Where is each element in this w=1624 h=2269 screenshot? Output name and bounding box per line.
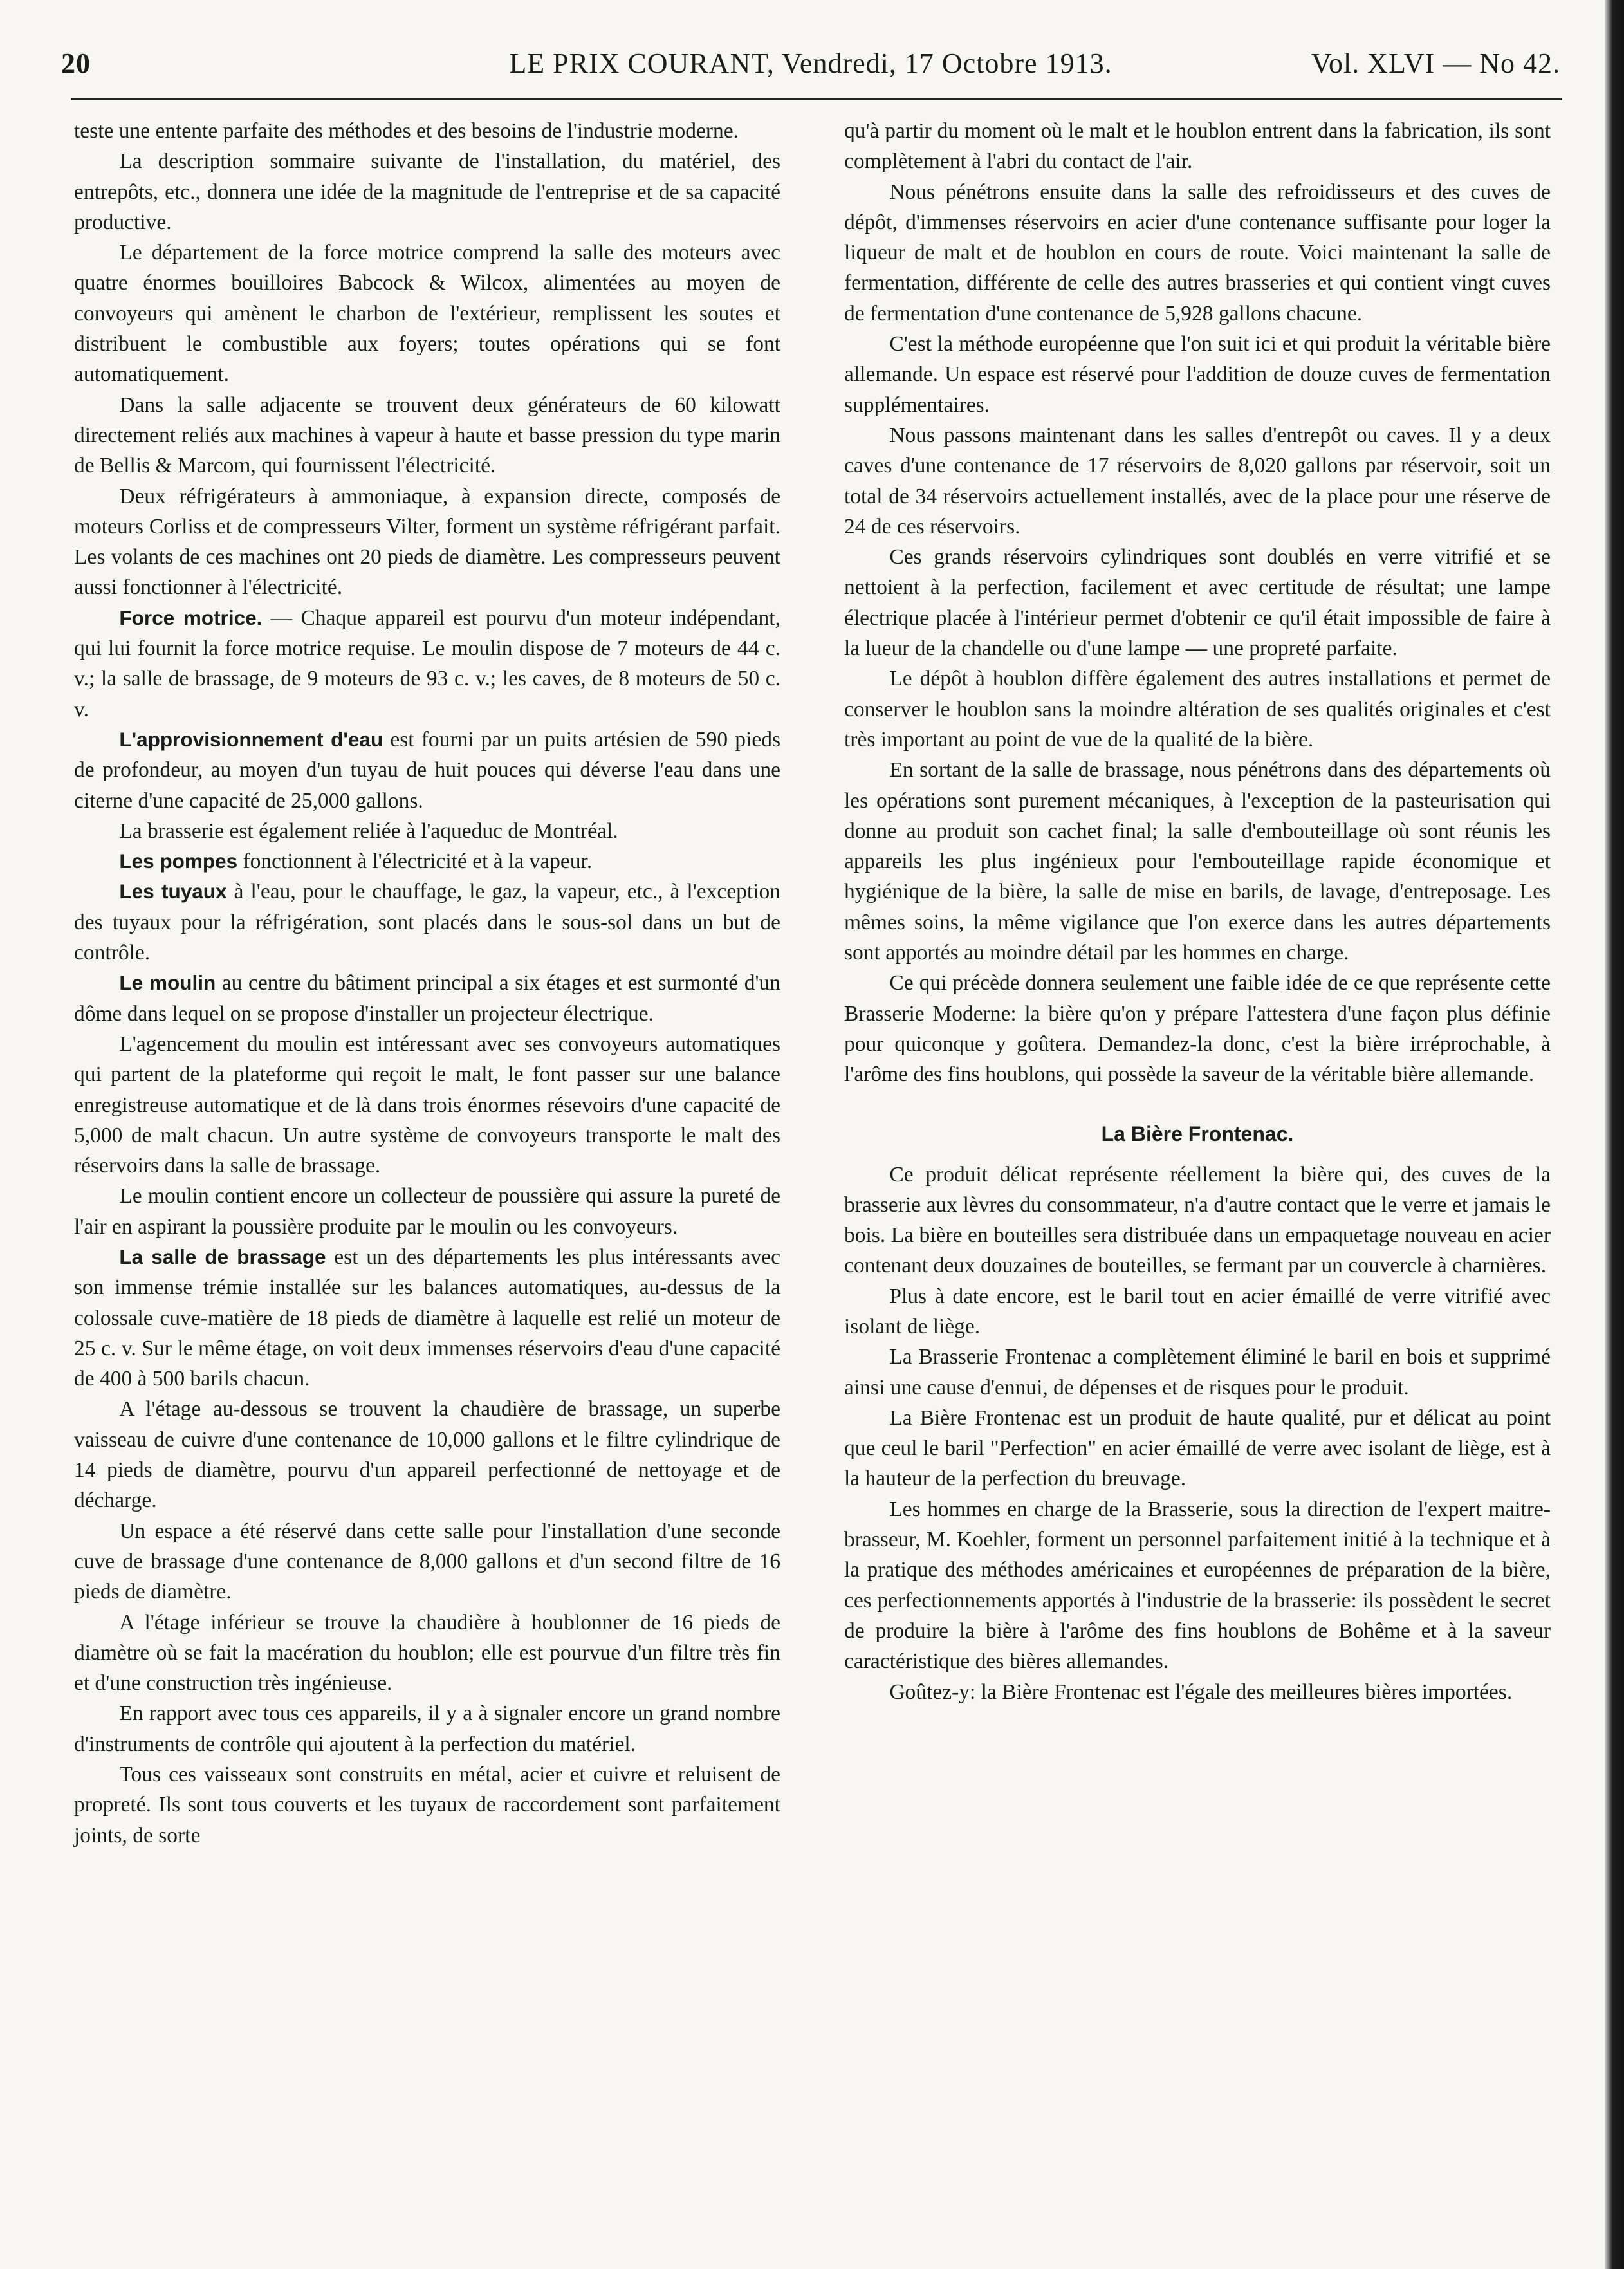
paragraph	[844, 755, 1551, 968]
paragraph	[74, 725, 780, 816]
paragraph	[844, 1281, 1551, 1342]
paragraph	[74, 116, 780, 146]
paragraph-text: fonctionnent à l'électricité et à la vapeur.	[237, 849, 593, 874]
paragraph	[844, 1677, 1551, 1707]
paragraph-text: Le dépôt à houblon diffère également des autres installations et permet de conserver le houblon sans la moindre altération de ses qualités originales et c'est très important au point de vue de la qualité de la bière.	[844, 667, 1551, 752]
paragraph-lead: Force motrice.	[119, 606, 263, 629]
paragraph-text: En rapport avec tous ces appareils, il y a à signaler encore un grand nombre d'instruments de contrôle qui ajoutent à la perfection du matériel.	[74, 1701, 780, 1756]
paragraph-text: Tous ces vaisseaux sont construits en métal, acier et cuivre et reluisent de propreté. Ils sont tous couverts et les tuyaux de raccordement sont parfaitement joints, de sorte	[74, 1763, 780, 1848]
paragraph-text: Nous pénétrons ensuite dans la salle des refroidisseurs et des cuves de dépôt, d'immenses réservoirs en acier d'une contenance suffisante pour loger la liqueur de malt et de houblon en cours de route. Voici maintenant la salle de fermentation, différente de celle des autres brasseries et qui contient vingt cuves de fermentation d'une contenance de 5,928 gallons chacune.	[844, 180, 1551, 326]
paragraph-text: En sortant de la salle de brassage, nous pénétrons dans des départements où les opérations sont purement mécaniques, à l'exception de la pasteurisation qui donne au produit son cachet final; la salle d'embouteillage où sont réunis les appareils les plus ingénieux pour l'embouteillage rapide économique et hygiénique de la bière, la salle de mise en barils, de lavage, d'entreposage. Les mêmes soins, la même vigilance que l'on exerce dans les autres départements sont apportés au moindre détail par les hommes en charge.	[844, 758, 1551, 965]
paragraph-lead: La salle de brassage	[119, 1245, 326, 1268]
paragraph-text: est un des départements les plus intéressants avec son immense trémie installée sur les balances automatiques, au-dessus de la colossale cuve-matière de 18 pieds de diamètre à laquelle est relié un moteur de 25 c. v. Sur le même étage, on voit deux immenses réservoirs d'eau d'une capacité de 400 à 500 barils chacun.	[74, 1245, 781, 1391]
section-heading: La Bière Frontenac.	[1101, 1122, 1294, 1145]
paragraph	[74, 816, 780, 846]
paragraph	[74, 390, 780, 481]
paragraph	[74, 1394, 780, 1515]
paragraph	[74, 1516, 780, 1607]
paragraph	[844, 1403, 1551, 1494]
paragraph	[74, 968, 780, 1029]
paragraph-text: Ces grands réservoirs cylindriques sont doublés en verre vitrifié et se nettoient à la perfection, facilement et avec certitude de résultat; une lampe électrique placée à l'intérieur permet d'obtenir ce qu'il était impossible de faire à la lueur de la chandelle ou d'une lampe — une propreté parfaite.	[844, 545, 1551, 661]
paragraph-text: La brasserie est également reliée à l'aqueduc de Montréal.	[119, 819, 618, 843]
paragraph-text: Le moulin contient encore un collecteur de poussière qui assure la pureté de l'air en aspirant la poussière produite par le moulin ou les convoyeurs.	[74, 1184, 780, 1239]
paragraph-text: Deux réfrigérateurs à ammoniaque, à expansion directe, composés de moteurs Corliss et de compresseurs Vilter, forment un système réfrigérant parfait. Les volants de ces machines ont 20 pieds de diamètre. Les compresseurs peuvent aussi fonctionner à l'électricité.	[74, 484, 780, 600]
paragraph-text: Nous passons maintenant dans les salles d'entrepôt ou caves. Il y a deux caves d'une contenance de 17 réservoirs de 8,020 gallons par réservoir, soit un total de 34 réservoirs actuellement installés, avec de la place pour une réserve de 24 de ces réservoirs.	[844, 423, 1551, 539]
volume-number: Vol. XLVI — No 42.	[1311, 48, 1560, 79]
paragraph-text: — Chaque appareil est pourvu d'un moteur indépendant, qui lui fournit la force motrice requise. Le moulin dispose de 7 moteurs de 44 c. v.; la salle de brassage, de 9 moteurs de 93 c. v.; les caves, de 8 moteurs de 50 c. v.	[74, 606, 780, 721]
paragraph	[74, 1242, 780, 1394]
paragraph	[844, 329, 1551, 420]
paragraph	[844, 1494, 1551, 1677]
paragraph-text: Ce qui précède donnera seulement une faible idée de ce que représente cette Brasserie Moderne: la bière qu'on y prépare l'attestera d'une façon plus définie pour quiconque y goûtera. Demandez-la donc, c'est la bière irréprochable, à l'arôme des fins houblons, qui possède la saveur de la véritable bière allemande.	[844, 971, 1551, 1087]
paragraph-text: teste une entente parfaite des méthodes et des besoins de l'industrie moderne.	[74, 119, 739, 143]
paragraph-lead: Le moulin	[119, 971, 216, 995]
paragraph-text: Dans la salle adjacente se trouvent deux générateurs de 60 kilowatt directement reliés aux machines à vapeur à haute et basse pression du type marin de Bellis & Marcom, qui fournissent l'électricité.	[74, 393, 780, 478]
paragraph-text: qu'à partir du moment où le malt et le houblon entrent dans la fabrication, ils sont complètement à l'abri du contact de l'air.	[844, 119, 1551, 174]
paragraph	[844, 968, 1551, 1089]
paragraph	[844, 1160, 1551, 1281]
header-rule	[71, 98, 1562, 100]
page-header	[61, 35, 1560, 93]
paragraph	[74, 1181, 780, 1242]
paragraph-lead: L'approvisionnement d'eau	[119, 727, 383, 751]
paragraph	[74, 237, 780, 389]
paragraph-text: C'est la méthode européenne que l'on suit ici et qui produit la véritable bière allemande. Un espace est réservé pour l'addition de douze cuves de fermentation supplémentaires.	[844, 332, 1551, 417]
paragraph-text: Ce produit délicat représente réellement la bière qui, des cuves de la brasserie aux lèvres du consommateur, n'a d'autre contact que le verre et jamais le bois. La bière en bouteilles sera distribuée dans un empaquetage nouveau en acier contenant deux douzaines de bouteilles, se fermant par un couvercle à charnières.	[844, 1162, 1551, 1278]
left-column	[74, 116, 780, 1851]
page-number: 20	[61, 48, 91, 79]
paragraph-text: La description sommaire suivante de l'installation, du matériel, des entrepôts, etc., donnera une idée de la magnitude de l'entreprise et de sa capacité productive.	[74, 149, 780, 234]
paragraph-text: L'agencement du moulin est intéressant avec ses convoyeurs automatiques qui partent de la plateforme qui reçoit le malt, le font passer sur une balance enregistreuse automatique et de là dans trois énormes résevoirs d'une capacité de 5,000 de malt chacun. Un autre système de convoyeurs transporte le malt des réservoirs dans la salle de brassage.	[74, 1032, 780, 1178]
paragraph	[74, 481, 780, 603]
paragraph-text: au centre du bâtiment principal a six étages et est surmonté d'un dôme dans lequel on se propose d'installer un projecteur électrique.	[74, 971, 780, 1026]
paragraph	[74, 1698, 780, 1759]
paragraph	[74, 1607, 780, 1699]
paragraph	[844, 663, 1551, 755]
paragraph	[844, 542, 1551, 663]
paragraph-lead: Les pompes	[119, 849, 238, 873]
paragraph	[74, 846, 780, 876]
paragraph	[74, 876, 780, 968]
paragraph	[74, 603, 780, 725]
paragraph-text: est fourni par un puits artésien de 590 pieds de profondeur, au moyen d'un tuyau de huit pouces qui déverse l'eau dans une citerne d'une capacité de 25,000 gallons.	[74, 727, 780, 813]
scanned-page-edge	[1605, 0, 1624, 2269]
journal-title: LE PRIX COURANT, Vendredi, 17 Octobre 1913.	[509, 48, 1112, 79]
paragraph-text: Le département de la force motrice comprend la salle des moteurs avec quatre énormes bouilloires Babcock & Wilcox, alimentées au moyen de convoyeurs qui amènent le charbon de l'extérieur, remplissent les soutes et distribuent le combustible aux foyers; toutes opérations qui se font automatiquement.	[74, 241, 780, 387]
paragraph-lead: Les tuyaux	[119, 880, 227, 903]
paragraph	[844, 177, 1551, 329]
paragraph-text: Goûtez-y: la Bière Frontenac est l'égale des meilleures bières importées.	[889, 1680, 1513, 1704]
paragraph	[74, 1759, 780, 1851]
paragraph	[844, 116, 1551, 177]
paragraph-text: Les hommes en charge de la Brasserie, sous la direction de l'expert maitre-brasseur, M. Koehler, forment un personnel parfaitement initié à la technique et à la pratique des méthodes américaines et européennes de préparation de la bière, ces perfectionnements apportés à l'industrie de la brasserie: ils possèdent le secret de produire la bière à l'arôme des fins houblons de Bohême et à la saveur caractéristique des bières allemandes.	[844, 1497, 1551, 1674]
paragraph-text: Un espace a été réservé dans cette salle pour l'installation d'une seconde cuve de brassage d'une contenance de 8,000 gallons et d'un second filtre de 16 pieds de diamètre.	[74, 1519, 780, 1604]
paragraph	[74, 146, 780, 237]
paragraph-text: Plus à date encore, est le baril tout en acier émaillé de verre vitrifié avec isolant de liège.	[844, 1284, 1551, 1338]
paragraph	[74, 1029, 780, 1181]
paragraph	[844, 420, 1551, 542]
paragraph-text: A l'étage inférieur se trouve la chaudière à houblonner de 16 pieds de diamètre où se fait la macération du houblon; elle est pourvue d'un filtre très fin et d'une construction très ingénieuse.	[74, 1610, 780, 1696]
right-column	[844, 116, 1551, 1707]
paragraph-text: A l'étage au-dessous se trouvent la chaudière de brassage, un superbe vaisseau de cuivre d'une contenance de 10,000 gallons et le filtre cylindrique de 14 pieds de diamètre, pourvu d'un appareil perfectionné de nettoyage et de décharge.	[74, 1397, 780, 1513]
paragraph-text: La Bière Frontenac est un produit de haute qualité, pur et délicat au point que ceul le baril "Perfection" en acier émaillé de verre avec isolant de liège, est à la hauteur de la perfection du breuvage.	[844, 1405, 1551, 1491]
paragraph-text: à l'eau, pour le chauffage, le gaz, la vapeur, etc., à l'exception des tuyaux pour la réfrigération, sont placés dans le sous-sol dans un but de contrôle.	[74, 880, 780, 965]
paragraph	[844, 1342, 1551, 1403]
paragraph-text: La Brasserie Frontenac a complètement éliminé le baril en bois et supprimé ainsi une cause d'ennui, de dépenses et de risques pour le produit.	[844, 1345, 1551, 1400]
